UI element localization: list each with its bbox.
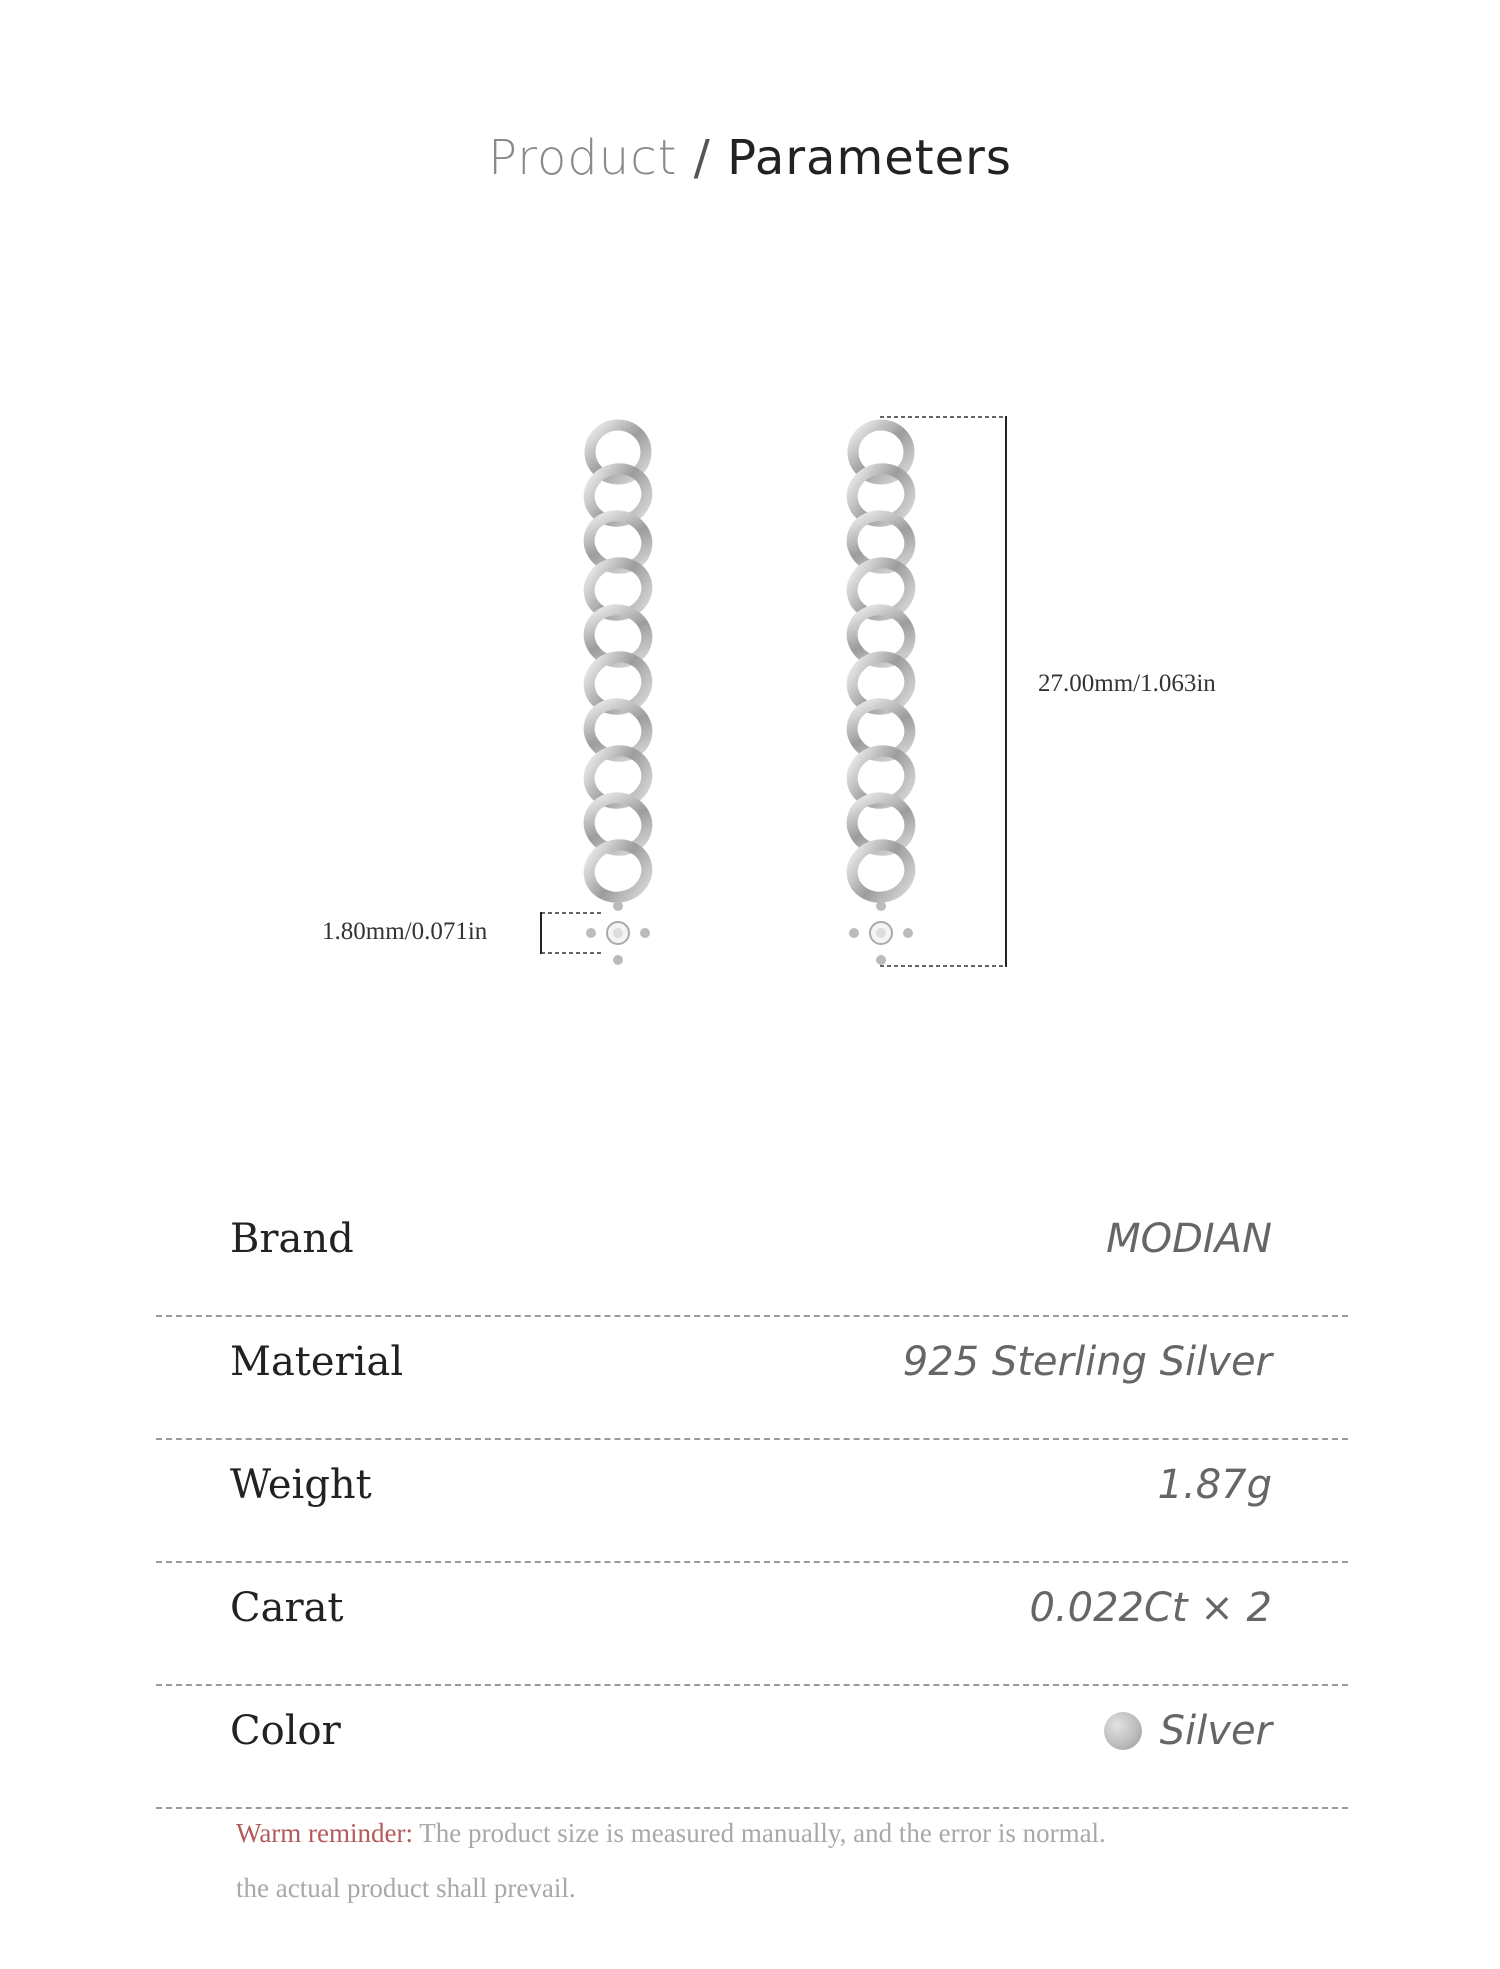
reminder-text-1: The product size is measured manually, and the error is normal. [413, 1818, 1106, 1848]
param-row-material [156, 1317, 1348, 1440]
product-figure [0, 380, 1500, 1020]
page-title [0, 128, 1500, 188]
reminder-line-1 [236, 1806, 1336, 1861]
param-value [903, 1339, 1272, 1385]
title-parameters: Parameters [727, 130, 1012, 186]
param-label: Carat [230, 1585, 344, 1631]
param-value [1104, 1708, 1272, 1754]
right-earring [847, 425, 916, 903]
title-separator: / [693, 130, 711, 186]
warm-reminder [236, 1806, 1336, 1916]
material-value: 925 Sterling Silver [902, 1339, 1272, 1385]
title-product: Product [488, 130, 678, 186]
color-value: Silver [1159, 1708, 1272, 1754]
param-row-carat [156, 1563, 1348, 1686]
brand-value: MODIAN [1106, 1216, 1272, 1262]
carat-value: 0.022Ct × 2 [1029, 1585, 1272, 1631]
param-value [1158, 1462, 1272, 1508]
earrings-illustration [0, 380, 1500, 1020]
left-earring [584, 425, 653, 903]
param-label: Color [230, 1708, 341, 1754]
length-label: 27.00mm/1.063in [1038, 670, 1216, 697]
parameters-table [156, 1194, 1348, 1809]
left-stone [586, 901, 650, 965]
param-row-brand [156, 1194, 1348, 1317]
param-label: Brand [230, 1216, 354, 1262]
right-stone [849, 901, 913, 965]
param-label: Material [230, 1339, 404, 1385]
reminder-prefix: Warm reminder: [236, 1818, 414, 1848]
param-row-color [156, 1686, 1348, 1809]
color-swatch-icon [1104, 1712, 1142, 1750]
param-label: Weight [230, 1462, 372, 1508]
param-value [1029, 1585, 1272, 1631]
stone-size-label: 1.80mm/0.071in [322, 918, 488, 945]
param-row-weight [156, 1440, 1348, 1563]
weight-value: 1.87g [1157, 1462, 1272, 1508]
param-value [1106, 1216, 1272, 1262]
reminder-line-2: the actual product shall prevail. [236, 1873, 576, 1903]
